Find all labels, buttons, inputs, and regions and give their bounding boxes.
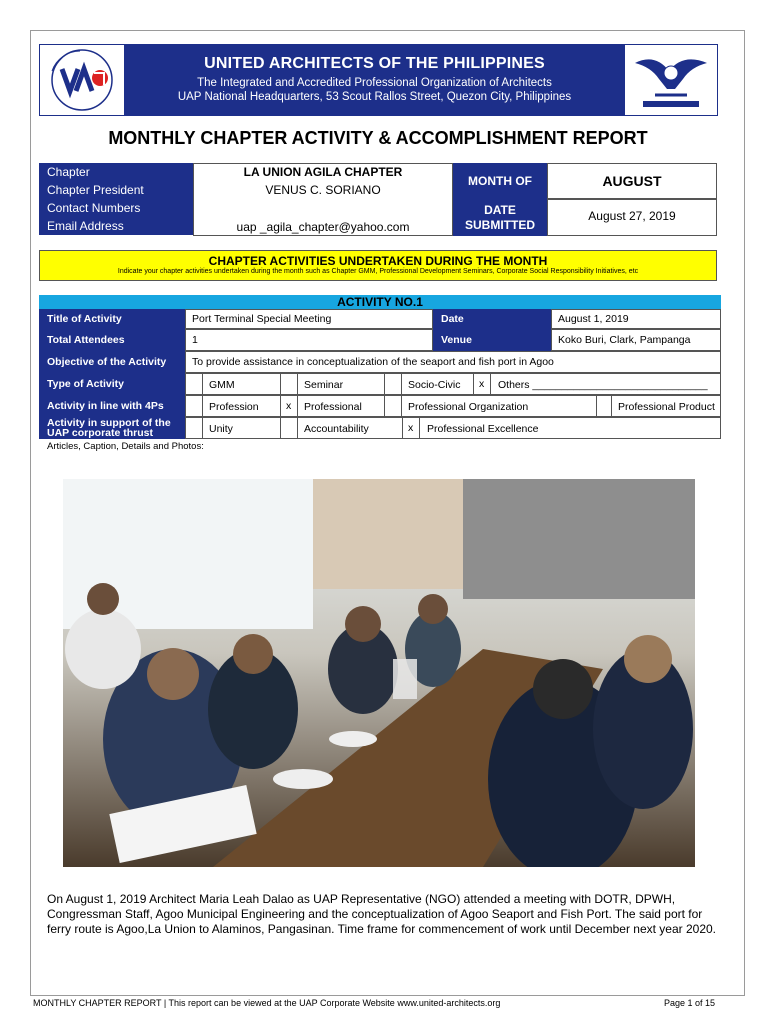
email-label: Email Address (39, 217, 193, 235)
org-address: UAP National Headquarters, 53 Scout Rallos Street, Quezon City, Philippines (177, 91, 572, 103)
activity-photo (63, 479, 695, 867)
four-ps-option-profession: Profession (209, 401, 259, 413)
articles-label: Articles, Caption, Details and Photos: (47, 441, 204, 452)
professional-product-checkbox[interactable] (596, 395, 612, 417)
president-label: Chapter President (39, 181, 193, 199)
socio-civic-checkbox[interactable] (384, 373, 402, 395)
thrust-option-unity: Unity (209, 423, 233, 435)
four-ps-option-professional-organization: Professional Organization (408, 401, 529, 413)
thrust-option-accountability: Accountability (304, 423, 369, 435)
type-option-socio-civic: Socio-Civic (408, 379, 461, 391)
thrust-label-line1: Activity in support of the (47, 417, 171, 429)
date-submitted-value: August 27, 2019 (547, 199, 717, 236)
date-label: Date (433, 309, 551, 329)
total-attendees-value: 1 (185, 329, 433, 351)
org-tagline: The Integrated and Accredited Professional Organization of Architects (197, 77, 552, 89)
profession-checkbox[interactable] (185, 395, 203, 417)
type-option-gmm: GMM (209, 379, 235, 391)
page-number: Page 1 of 15 (664, 998, 716, 1008)
uap-logo-left (39, 44, 125, 116)
unity-checkbox[interactable] (185, 417, 203, 439)
activity-heading: ACTIVITY NO.1 (337, 295, 423, 309)
venue-value: Koko Buri, Clark, Pampanga (551, 329, 721, 351)
date-label-line1: DATE (484, 203, 516, 217)
four-ps-option-professional: Professional (304, 401, 362, 413)
objective-label: Objective of the Activity (39, 351, 185, 373)
corporate-thrust-label (39, 417, 185, 439)
accountability-checkbox[interactable] (280, 417, 298, 439)
professional-checkbox[interactable]: x (280, 395, 298, 417)
activities-band-subtitle: Indicate your chapter activities undertaken during the month such as Chapter GMM, Professional Development Seminars, Corporate Social Responsibility Initiatives, etc (117, 268, 639, 275)
date-value: August 1, 2019 (551, 309, 721, 329)
activities-band-title: CHAPTER ACTIVITIES UNDERTAKEN DURING THE MONTH (208, 254, 548, 268)
professional-organization-checkbox[interactable] (384, 395, 402, 417)
month-value: AUGUST (547, 163, 717, 199)
professional-excellence-checkbox[interactable]: x (402, 417, 420, 439)
contact-label: Contact Numbers (39, 199, 193, 217)
venue-label: Venue (433, 329, 551, 351)
president-value: VENUS C. SORIANO (265, 183, 381, 197)
thrust-option-professional-excellence: Professional Excellence (427, 423, 539, 435)
chapter-value: LA UNION AGILA CHAPTER (243, 165, 403, 179)
footer-note: MONTHLY CHAPTER REPORT | This report can be viewed at the UAP Corporate Website www.united-architects.org (33, 998, 501, 1008)
four-ps-label: Activity in line with 4Ps (39, 395, 185, 417)
type-option-seminar: Seminar (304, 379, 344, 391)
date-submitted-label (453, 199, 547, 236)
email-value: uap _agila_chapter@yahoo.com (236, 220, 410, 234)
date-label-line2: SUBMITTED (465, 218, 535, 232)
type-of-activity-label: Type of Activity (39, 373, 185, 395)
gmm-checkbox[interactable] (185, 373, 203, 395)
month-label: MONTH OF (453, 163, 547, 199)
org-name: UNITED ARCHITECTS OF THE PHILIPPINES (204, 55, 545, 72)
title-of-activity-label: Title of Activity (39, 309, 185, 329)
seminar-checkbox[interactable] (280, 373, 298, 395)
uap-eagle-logo-right (624, 44, 718, 116)
others-checkbox[interactable]: x (473, 373, 491, 395)
four-ps-option-professional-product: Professional Product (618, 401, 715, 413)
thrust-label-line2: UAP corporate thrust (47, 427, 153, 439)
narrative-text: On August 1, 2019 Architect Maria Leah Dalao as UAP Representative (NGO) attended a meeting with DOTR, DPWH, Congressman Staff, Agoo Municipal Engineering and the conceptualization of Agoo Seaport and Fish Port. The said port for ferry route is Agoo,La Union to Alaminos, Pangasinan. Time frame for commencement of work until December next year 2020. (47, 892, 716, 936)
type-option-others: Others ______________________________ (498, 379, 708, 391)
objective-value: To provide assistance in conceptualization of the seaport and fish port in Agoo (185, 351, 721, 373)
title-of-activity-value: Port Terminal Special Meeting (185, 309, 433, 329)
total-attendees-label: Total Attendees (39, 329, 185, 351)
report-title: MONTHLY CHAPTER ACTIVITY & ACCOMPLISHMENT REPORT (108, 128, 648, 148)
chapter-label: Chapter (39, 163, 193, 181)
